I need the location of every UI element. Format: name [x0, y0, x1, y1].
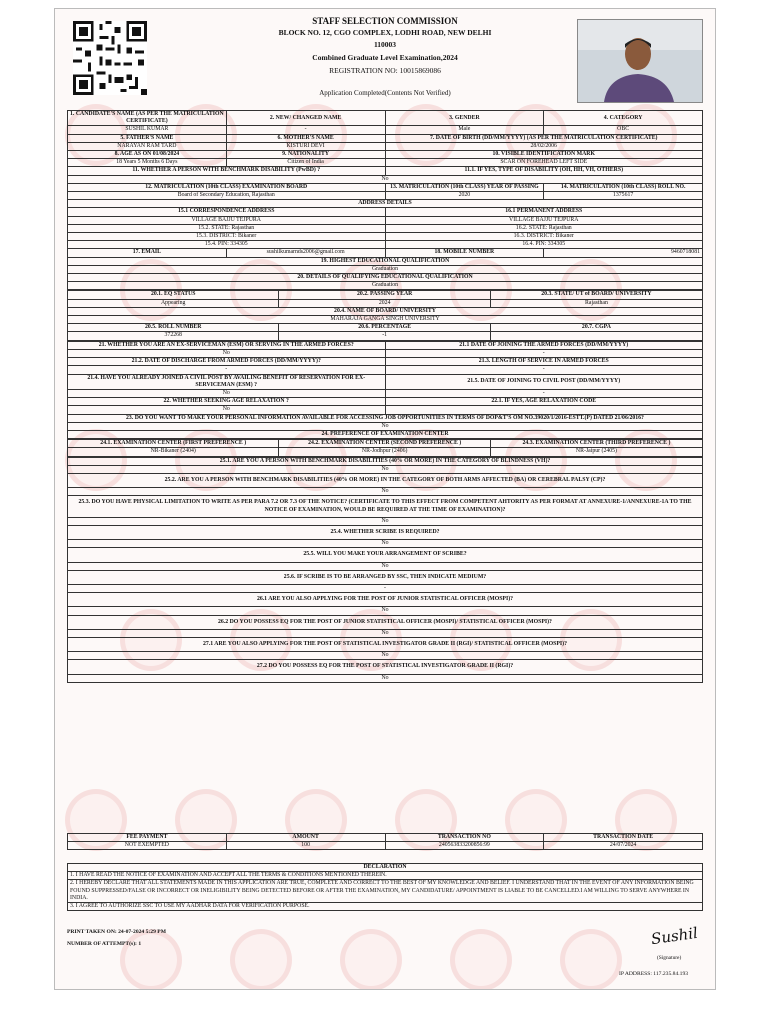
label-armed-forces-joining: 21.1 DATE OF JOINING THE ARMED FORCES (DD/MM/YYYY)	[385, 341, 703, 349]
label-q251: 25.1. ARE YOU A PERSON WITH BENCHMARK DISABILITIES (40% OR MORE) IN THE CATEGORY OF BLINDNESS (VH)?	[68, 457, 703, 465]
label-changed-name: 2. NEW/ CHANGED NAME	[226, 111, 385, 126]
value-fee-payment: NOT EXEMPTED	[68, 842, 227, 850]
label-q254: 25.4. WHETHER SCRIBE IS REQUIRED?	[68, 525, 703, 539]
value-permanent-pin: 16.4. PIN: 334305	[385, 241, 703, 249]
value-q253: No	[68, 517, 703, 525]
label-q272: 27.2 DO YOU POSSESS EQ FOR THE POST OF STATISTICAL INVESTIGATOR GRADE II (RGI)?	[68, 660, 703, 674]
label-qualifying-details: 20. DETAILS OF QUALIFYING EDUCATIONAL QUALIFICATION	[68, 274, 703, 282]
application-status: Application Completed(Contents Not Verified)	[319, 89, 451, 97]
value-transaction-date: 24/07/2024	[544, 842, 703, 850]
label-roll-number: 20.5. ROLL NUMBER	[68, 324, 279, 332]
org-address: BLOCK NO. 12, CGO COMPLEX, LODHI ROAD, NEW DELHI	[278, 28, 492, 37]
value-university: MAHARAJA GANGA SINGH UNIVERSITY	[68, 316, 703, 324]
value-correspondence-address: VILLAGE BAJJU TEJPURA	[68, 216, 386, 224]
value-centre-second: NR-Jodhpur (2406)	[279, 448, 490, 456]
label-matric-roll: 14. MATRICULATION (10th CLASS) ROLL NO.	[544, 183, 703, 191]
value-permanent-state: 16.2. STATE: Rajasthan	[385, 224, 703, 232]
declaration-item-2: 2. I HEREBY DECLARE THAT ALL STATEMENTS MADE IN THIS APPLICATION ARE TRUE, COMPLETE AND CORRECT TO THE BEST OF MY KNOWLEDGE AND BELIEF. I UNDERSTAND THAT IN THE EVENT OF ANY INFORMATION BEING FOUND SUPPRESSED/FALSE OR INCORRECT OR INELIGIBILITY BEING DETECTED BEFORE OR AFTER THE EXAMINATION, MY CANDIDATURE/ APPOINTMENT IS LIABLE TO BE CANCELLED.I AM WILLING TO SERVE ANYWHERE IN INDIA.	[68, 880, 703, 903]
org-name: STAFF SELECTION COMMISSION	[312, 16, 458, 26]
value-transaction-no: 240563833200856:99	[385, 842, 544, 850]
value-mother: KISTURI DEVI	[226, 142, 385, 150]
application-form-page	[54, 8, 716, 990]
value-matric-year: 2020	[385, 192, 544, 200]
value-father: NARAYAN RAM TARD	[68, 142, 227, 150]
label-disability-type: 11.1. IF YES, TYPE OF DISABILITY (OH, HH, VH, OTHERS)	[385, 167, 703, 175]
ip-address: IP ADDRESS: 117.235.84.193	[619, 971, 689, 977]
label-discharge-date: 21.2. DATE OF DISCHARGE FROM ARMED FORCES (DD/MM/YYYY)?	[68, 358, 386, 366]
value-discharge-date: -	[68, 366, 386, 374]
declaration-item-3: 3. I AGREE TO AUTHORIZE SSC TO USE MY AADHAR DATA FOR VERIFICATION PURPOSE.	[68, 903, 703, 911]
label-permanent-address: 16.1 PERMANENT ADDRESS	[385, 208, 703, 216]
value-eq-status: Appearing	[68, 299, 279, 307]
label-ex-serviceman: 21. WHETHER YOU ARE AN EX-SERVICEMAN (ESM) OR SERVING IN THE ARMED FORCES?	[68, 341, 386, 349]
label-address-details: ADDRESS DETAILS	[68, 200, 703, 208]
registration-number: REGISTRATION NO: 10015869086	[329, 66, 441, 75]
label-q253: 25.3. DO YOU HAVE PHYSICAL LIMITATION TO WRITE AS PER PARA 7.2 OR 7.3 OF THE NOTICE? (CERTIFICATE TO THIS EFFECT FROM COMPETENT AHTORITY AS PER FORMAT AT ANNEXURE-1/ANNEXURE-1A TO THE NOTICE OF EXAMINATION, WOULD BE REQUIRED AT THE TIME OF EXAMINATION)?	[68, 496, 703, 517]
label-name: 1. CANDIDATE'S NAME (AS PER THE MATRICULATION CERTIFICATE)	[68, 111, 227, 126]
label-service-length: 21.3. LENGTH OF SERVICE IN ARMED FORCES	[385, 358, 703, 366]
label-correspondence-address: 15.1 CORRESPONDENCE ADDRESS	[68, 208, 386, 216]
value-age-relaxation: No	[68, 406, 386, 414]
label-matric-year: 13. MATRICULATION (10th CLASS) YEAR OF PASSING	[385, 183, 544, 191]
label-category: 4. CATEGORY	[544, 111, 703, 126]
value-q262: No	[68, 629, 703, 637]
value-highest-qualification: Graduation	[68, 265, 703, 273]
label-mother: 6. MOTHER'S NAME	[226, 134, 385, 142]
attempt-count: NUMBER OF ATTEMPT(s): 1	[67, 941, 142, 947]
label-matric-board: 12. MATRICULATION (10th CLASS) EXAMINATION BOARD	[68, 183, 386, 191]
value-matric-board: Board of Secondary Education, Rajasthan	[68, 192, 386, 200]
value-q272: No	[68, 674, 703, 682]
label-age-relaxation: 22. WHETHER SEEKING AGE RELAXATION ?	[68, 398, 386, 406]
label-q271: 27.1 ARE YOU ALSO APPLYING FOR THE POST OF STATISTICAL INVESTIGATOR GRADE II (RGI)/ STATISTICAL OFFICER (MOSPI)?	[68, 637, 703, 651]
label-exam-centre-preference: 24. PREFERENCE OF EXAMINATION CENTER	[68, 430, 703, 438]
value-nationality: Citizen of India	[226, 159, 385, 167]
value-q256: -	[68, 584, 703, 592]
value-email: sushilkumarnds2006@gmail.com	[226, 249, 385, 257]
org-pin: 110003	[373, 40, 397, 49]
value-amount: 100	[226, 842, 385, 850]
value-civil-post-date: -	[385, 389, 703, 397]
value-relaxation-code	[385, 406, 703, 414]
label-centre-first: 24.1. EXAMINATION CENTER (FIRST PREFERENCE )	[68, 440, 279, 448]
label-relaxation-code: 22.1. IF YES, AGE RELAXATION CODE	[385, 398, 703, 406]
label-q262: 26.2 DO YOU POSSESS EQ FOR THE POST OF JUNIOR STATISTICAL OFFICER (MOSPI)/ STATISTICAL OFFICER (MOSPI)?	[68, 615, 703, 629]
label-q256: 25.6. IF SCRIBE IS TO BE ARRANGED BY SSC, THEN INDICATE MEDIUM?	[68, 570, 703, 584]
value-centre-first: NR-Bikaner (2404)	[68, 448, 279, 456]
label-q261: 26.1 ARE YOU ALSO APPLYING FOR THE POST OF JUNIOR STATISTICAL OFFICER (MOSPI)?	[68, 593, 703, 607]
declaration-item-1: 1. I HAVE READ THE NOTICE OF EXAMINATION AND ACCEPT ALL THE TERMS & CONDITIONS MENTIONED THEREIN.	[68, 872, 703, 880]
label-q255: 25.5. WILL YOU MAKE YOUR ARRANGEMENT OF SCRIBE?	[68, 548, 703, 562]
value-age: 18 Years 5 Months 6 Days	[68, 159, 227, 167]
label-gender: 3. GENDER	[385, 111, 544, 126]
label-q252: 25.2. ARE YOU A PERSON WITH BENCHMARK DISABILITIES (40% OR MORE) IN THE CATEGORY OF BOTH ARMS AFFECTED (BA) OR CEREBRAL PALSY (CP)?	[68, 473, 703, 487]
value-q271: No	[68, 652, 703, 660]
declaration-table	[67, 863, 703, 911]
label-age: 8. AGE AS ON 01/08/2024	[68, 151, 227, 159]
signature-label: (Signature)	[657, 955, 682, 961]
label-amount: AMOUNT	[226, 834, 385, 842]
label-identification-mark: 10. VISIBLE IDENTIFICATION MARK	[385, 151, 703, 159]
value-permanent-district: 16.3. DISTRICT: Bikaner	[385, 233, 703, 241]
value-q255: No	[68, 562, 703, 570]
label-highest-qualification: 19. HIGHEST EDUCATIONAL QUALIFICATION	[68, 257, 703, 265]
value-correspondence-district: 15.3. DISTRICT: Bikaner	[68, 233, 386, 241]
label-civil-post-date: 21.5. DATE OF JOINING TO CIVIL POST (DD/MM/YYYY)	[385, 374, 703, 389]
label-dob: 7. DATE OF BIRTH (DD/MM/YYYY) (AS PER THE MATRICULATION CERTIFICATE)	[385, 134, 703, 142]
value-centre-third: NR-Jaipur (2405)	[490, 448, 702, 456]
label-father: 5. FATHER'S NAME	[68, 134, 227, 142]
application-details-table	[67, 110, 703, 683]
label-q23: 23. DO YOU WANT TO MAKE YOUR PERSONAL INFORMATION AVAILABLE FOR ACCESSING JOB OPPORTUNITIES IN TERMS OF DOP&T'S OM NO.39020/1/2016-ESTT.(P) DATED 21/06/2016?	[68, 414, 703, 422]
value-qualifying-details: Graduation	[68, 282, 703, 290]
value-roll-number: 372268	[68, 332, 279, 340]
value-armed-forces-joining: -	[385, 349, 703, 357]
label-eq-status: 20.1. EQ STATUS	[68, 291, 279, 299]
value-passing-year: 2024	[279, 299, 490, 307]
value-identification-mark: SCAR ON FOREHEAD LEFT SIDE	[385, 159, 703, 167]
label-email: 17. EMAIL	[68, 249, 227, 257]
value-category: OBC	[544, 126, 703, 134]
label-nationality: 9. NATIONALITY	[226, 151, 385, 159]
value-percentage: -1	[279, 332, 490, 340]
label-percentage: 20.6. PERCENTAGE	[279, 324, 490, 332]
value-q251: No	[68, 465, 703, 473]
candidate-photo	[577, 19, 703, 103]
label-pwbd: 11. WHETHER A PERSON WITH BENCHMARK DISABILITY (PwBD) ?	[68, 167, 386, 175]
value-service-length: -	[385, 366, 703, 374]
value-permanent-address: VILLAGE BAJJU TEJPURA	[385, 216, 703, 224]
label-fee-payment: FEE PAYMENT	[68, 834, 227, 842]
label-transaction-date: TRANSACTION DATE	[544, 834, 703, 842]
value-cgpa	[490, 332, 702, 340]
label-cgpa: 20.7. CGPA	[490, 324, 702, 332]
label-centre-third: 24.3. EXAMINATION CENTER (THIRD PREFERENCE )	[490, 440, 702, 448]
exam-title: Combined Graduate Level Examination,2024	[312, 53, 458, 62]
value-civil-post: No	[68, 389, 386, 397]
value-dob: 28/02/2006	[385, 142, 703, 150]
value-q254: No	[68, 540, 703, 548]
value-ex-serviceman: No	[68, 349, 386, 357]
label-transaction-no: TRANSACTION NO	[385, 834, 544, 842]
value-gender: Male	[385, 126, 544, 134]
value-mobile: 9460718081	[544, 249, 703, 257]
value-board-state: Rajasthan	[490, 299, 702, 307]
label-mobile: 18. MOBILE NUMBER	[385, 249, 544, 257]
qr-code	[73, 21, 147, 95]
fee-table	[67, 833, 703, 850]
value-changed-name: -	[226, 126, 385, 134]
label-centre-second: 24.2. EXAMINATION CENTER (SECOND PREFERENCE )	[279, 440, 490, 448]
candidate-signature: Sushil	[649, 923, 699, 949]
value-q23: No	[68, 422, 703, 430]
value-q261: No	[68, 607, 703, 615]
declaration-title: DECLARATION	[68, 864, 703, 872]
label-passing-year: 20.2. PASSING YEAR	[279, 291, 490, 299]
value-correspondence-pin: 15.4. PIN: 334305	[68, 241, 386, 249]
value-matric-roll: 1375617	[544, 192, 703, 200]
value-q252: No	[68, 488, 703, 496]
value-correspondence-state: 15.2. STATE: Rajasthan	[68, 224, 386, 232]
value-pwbd: No	[68, 175, 703, 183]
label-university: 20.4. NAME OF BOARD/ UNIVERSITY	[68, 307, 703, 315]
label-board-state: 20.3. STATE/ UT of BOARD/ UNIVERSITY	[490, 291, 702, 299]
value-name: SUSHIL KUMAR	[68, 126, 227, 134]
label-civil-post: 21.4. HAVE YOU ALREADY JOINED A CIVIL POST BY AVAILING BENEFIT OF RESERVATION FOR EX-SERVICEMAN (ESM) ?	[68, 374, 386, 389]
print-timestamp: PRINT TAKEN ON: 24-07-2024 5:29 PM	[67, 929, 166, 935]
